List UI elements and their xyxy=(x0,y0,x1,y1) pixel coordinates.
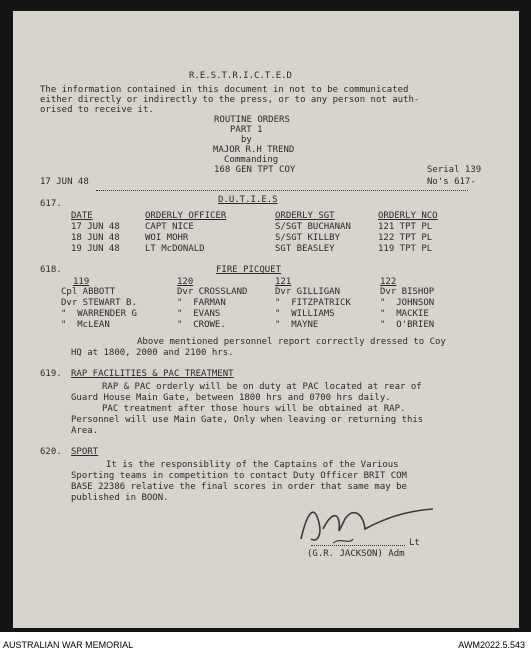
signature-rank: Lt xyxy=(409,538,420,548)
picquet-row-2-122: " JOHNSON xyxy=(380,298,435,308)
document-page xyxy=(13,11,519,628)
title-routine-orders: ROUTINE ORDERS xyxy=(214,115,290,125)
picquet-row-1-120: Dvr CROSSLAND xyxy=(177,287,248,297)
picquet-heading: FIRE PICQUET xyxy=(216,265,282,275)
picquet-row-4-120: " CROWE. xyxy=(177,320,226,330)
duties-row-1-sgt: S/SGT BUCHANAN xyxy=(275,222,351,232)
picquet-row-1-119: Cpl ABBOTT xyxy=(61,287,116,297)
duties-row-2-nco: 122 TPT PL xyxy=(378,233,433,243)
duties-row-3-nco: 119 TPT PL xyxy=(378,244,433,254)
sport-heading: SPORT xyxy=(71,447,99,457)
picquet-row-3-121: " WILLIAMS xyxy=(275,309,335,319)
duties-heading: D.U.T.I.E.S xyxy=(218,195,278,205)
title-unit: 168 GEN TPT COY xyxy=(214,165,296,175)
duties-col-officer: ORDERLY OFFICER xyxy=(145,211,227,221)
duties-col-date: DATE xyxy=(71,211,93,221)
classification-heading: R.E.S.T.R.I.C.T.E.D xyxy=(189,71,292,81)
picquet-note-1: Above mentioned personnel report correctly dressed to Coy xyxy=(137,337,446,347)
section-number-620: 620. xyxy=(40,447,62,457)
picquet-row-3-120: " EVANS xyxy=(177,309,221,319)
title-major: MAJOR R.H TREND xyxy=(213,145,295,155)
order-numbers: No's 617- xyxy=(427,177,476,187)
picquet-col-119: 119 xyxy=(73,277,90,287)
footer-institution: AUSTRALIAN WAR MEMORIAL xyxy=(3,640,134,650)
separator-dots xyxy=(96,190,468,191)
duties-row-2-date: 18 JUN 48 xyxy=(71,233,120,243)
footer-catalogue-id: AWM2022.5.543 xyxy=(458,640,525,650)
title-part: PART 1 xyxy=(230,125,263,135)
picquet-row-3-122: " MACKIE xyxy=(380,309,429,319)
notice-line-2: either directly or indirectly to the press, or to any person not auth- xyxy=(40,95,420,105)
rap-line-1: RAP & PAC orderly will be on duty at PAC located at rear of xyxy=(102,382,422,392)
picquet-row-2-119: Dvr STEWART B. xyxy=(61,298,137,308)
picquet-row-1-122: Dvr BISHOP xyxy=(380,287,435,297)
picquet-row-4-119: " McLEAN xyxy=(61,320,110,330)
picquet-col-122: 122 xyxy=(380,277,397,287)
order-date: 17 JUN 48 xyxy=(40,177,89,187)
duties-row-3-sgt: SGT BEASLEY xyxy=(275,244,335,254)
duties-row-1-officer: CAPT NICE xyxy=(145,222,194,232)
sport-line-4: published in BOON. xyxy=(71,493,169,503)
title-commanding: Commanding xyxy=(224,155,279,165)
picquet-row-2-121: " FITZPATRICK xyxy=(275,298,351,308)
rap-heading: RAP FACILITIES & PAC TREATMENT xyxy=(71,369,234,379)
picquet-row-4-122: " O'BRIEN xyxy=(380,320,435,330)
title-by: by xyxy=(241,135,252,145)
picquet-note-2: HQ at 1800, 2000 and 2100 hrs. xyxy=(71,348,234,358)
section-number-618: 618. xyxy=(40,265,62,275)
section-number-617: 617. xyxy=(40,199,62,209)
picquet-row-2-120: " FARMAN xyxy=(177,298,226,308)
sport-line-2: Sporting teams in competition to contact Duty Officer BRIT COM xyxy=(71,471,407,481)
duties-row-2-sgt: S/SGT KILLBY xyxy=(275,233,341,243)
sport-line-3: BASE 22386 relative the final scores in order that same may be xyxy=(71,482,407,492)
duties-row-3-date: 19 JUN 48 xyxy=(71,244,120,254)
duties-col-sgt: ORDERLY SGT xyxy=(275,211,335,221)
serial-number: Serial 139 xyxy=(427,165,482,175)
signature-name: (G.R. JACKSON) Adm xyxy=(307,549,405,559)
notice-line-1: The information contained in this document in not to be communicated xyxy=(40,85,409,95)
archive-footer xyxy=(0,632,531,653)
duties-col-nco: ORDERLY NCO xyxy=(378,211,438,221)
section-number-619: 619. xyxy=(40,369,62,379)
picquet-row-4-121: " MAYNE xyxy=(275,320,319,330)
duties-row-1-date: 17 JUN 48 xyxy=(71,222,120,232)
duties-row-2-officer: WOI MOHR xyxy=(145,233,189,243)
rap-line-5: Area. xyxy=(71,426,99,436)
rap-line-2: Guard House Main Gate, between 1800 hrs and 0700 hrs daily. xyxy=(71,393,391,403)
signature-line xyxy=(311,545,405,546)
picquet-row-3-119: " WARRENDER G xyxy=(61,309,137,319)
picquet-col-120: 120 xyxy=(177,277,194,287)
picquet-row-1-121: Dvr GILLIGAN xyxy=(275,287,341,297)
duties-row-3-officer: LT McDONALD xyxy=(145,244,205,254)
sport-line-1: It is the responsiblity of the Captains of the Various xyxy=(106,460,399,470)
picquet-col-121: 121 xyxy=(275,277,292,287)
rap-line-3: PAC treatment after those hours will be obtained at RAP. xyxy=(102,404,406,414)
notice-line-3: orised to receive it. xyxy=(40,105,154,115)
rap-line-4: Personnel will use Main Gate, Only when leaving or returning this xyxy=(71,415,424,425)
duties-row-1-nco: 121 TPT PL xyxy=(378,222,433,232)
